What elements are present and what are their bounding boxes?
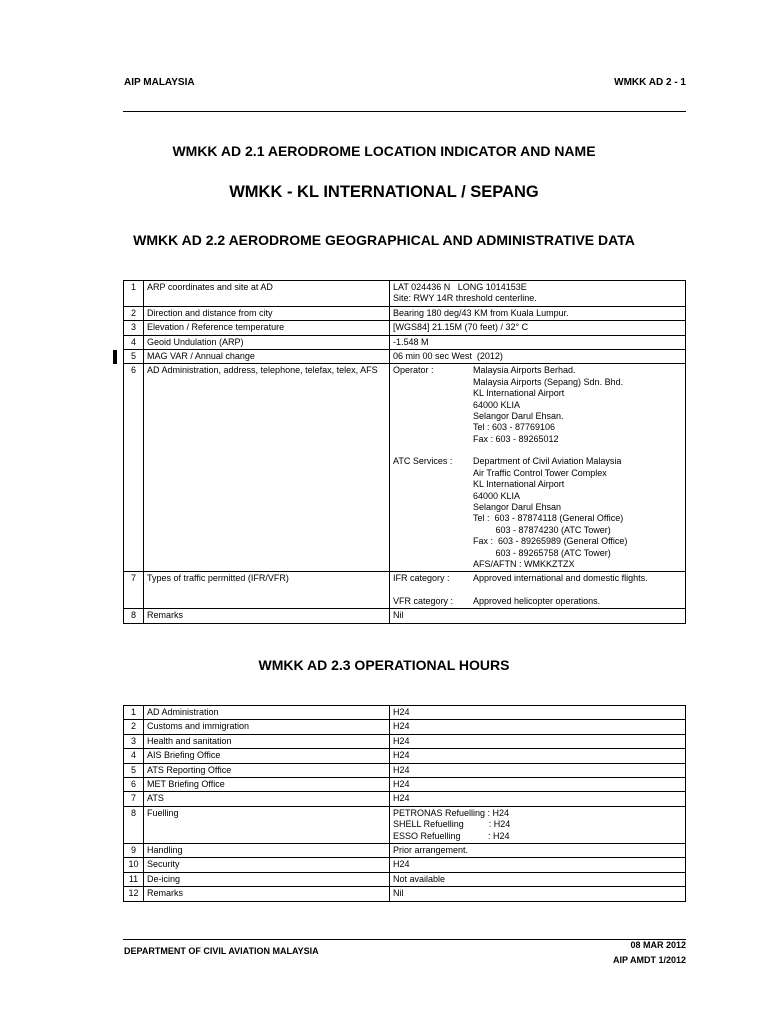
row-number: 7 <box>124 572 144 609</box>
section3-title: WMKK AD 2.3 OPERATIONAL HOURS <box>258 657 510 673</box>
row-value: Not available <box>390 872 686 886</box>
vfr-value: Approved helicopter operations. <box>473 595 601 606</box>
row-description: Fuelling <box>144 806 390 843</box>
row-number: 3 <box>124 734 144 748</box>
footer-date: 08 MAR 2012 <box>630 940 686 950</box>
footer-rule <box>123 939 686 940</box>
row-number: 8 <box>124 806 144 843</box>
table-row <box>124 572 686 609</box>
table-row <box>124 844 686 858</box>
row-description: Health and sanitation <box>144 734 390 748</box>
atc-value: Department of Civil Aviation Malaysia Air Traffic Control Tower Complex KL International Airport 64000 KLIA Selangor Darul Ehsan Tel : 603 - 87874118 (General Office) 603 - 87874230 (ATC Tower) Fax : 603 - 89265989 (General Office) 603 - 89265758 (ATC Tower) AFS/AFTN : WMKKZTZX <box>473 456 628 569</box>
row-number: 12 <box>124 887 144 901</box>
row-number: 6 <box>124 778 144 792</box>
row-value <box>390 364 686 572</box>
row-number: 11 <box>124 872 144 886</box>
table-row <box>124 749 686 763</box>
row-number: 4 <box>124 335 144 349</box>
header-right: WMKK AD 2 - 1 <box>614 77 686 88</box>
row-description: AD Administration <box>144 706 390 720</box>
geo-admin-table <box>123 280 686 624</box>
row-number: 5 <box>124 350 144 364</box>
ifr-value: Approved international and domestic flights. <box>473 573 648 584</box>
row-description: Direction and distance from city <box>144 306 390 320</box>
table-row <box>124 763 686 777</box>
row-value: 06 min 00 sec West (2012) <box>390 350 686 364</box>
row-value: -1.548 M <box>390 335 686 349</box>
ifr-label: IFR category : <box>393 573 450 584</box>
atc-label: ATC Services : <box>393 456 453 467</box>
row-description: Geoid Undulation (ARP) <box>144 335 390 349</box>
row-value: H24 <box>390 778 686 792</box>
row-value: H24 <box>390 792 686 806</box>
footer-amendment: AIP AMDT 1/2012 <box>612 955 686 965</box>
row-description: ATS <box>144 792 390 806</box>
row-value: Nil <box>390 609 686 623</box>
row-description: Security <box>144 858 390 872</box>
table-row <box>124 734 686 748</box>
row-value: H24 <box>390 706 686 720</box>
table-row <box>124 792 686 806</box>
table-row <box>124 806 686 843</box>
row-value <box>390 572 686 609</box>
vfr-entry <box>393 596 682 607</box>
row-value: H24 <box>390 720 686 734</box>
row-number: 4 <box>124 749 144 763</box>
row-number: 9 <box>124 844 144 858</box>
row-number: 5 <box>124 763 144 777</box>
ifr-entry <box>393 573 682 584</box>
row-value: H24 <box>390 734 686 748</box>
table-row <box>124 706 686 720</box>
row-description: Handling <box>144 844 390 858</box>
row-description: AIS Briefing Office <box>144 749 390 763</box>
table-row <box>124 609 686 623</box>
table-row <box>124 872 686 886</box>
aerodrome-name: WMKK - KL INTERNATIONAL / SEPANG <box>229 183 539 201</box>
row-description: MET Briefing Office <box>144 778 390 792</box>
row-description: Types of traffic permitted (IFR/VFR) <box>144 572 390 609</box>
row-description: Elevation / Reference temperature <box>144 321 390 335</box>
row-description: MAG VAR / Annual change <box>144 350 390 364</box>
section1-title: WMKK AD 2.1 AERODROME LOCATION INDICATOR AND NAME <box>172 143 596 159</box>
table-row <box>124 720 686 734</box>
row-description: Remarks <box>144 887 390 901</box>
row-number: 3 <box>124 321 144 335</box>
table-row <box>124 321 686 335</box>
row-value: H24 <box>390 749 686 763</box>
row-number: 2 <box>124 306 144 320</box>
row-number: 2 <box>124 720 144 734</box>
change-bar <box>113 350 117 364</box>
table-row <box>124 350 686 364</box>
section2-title: WMKK AD 2.2 AERODROME GEOGRAPHICAL AND ADMINISTRATIVE DATA <box>133 232 635 248</box>
table-row <box>124 335 686 349</box>
footer-department: DEPARTMENT OF CIVIL AVIATION MALAYSIA <box>124 946 319 956</box>
row-number: 10 <box>124 858 144 872</box>
row-description: De-icing <box>144 872 390 886</box>
table-row <box>124 887 686 901</box>
operator-label: Operator : <box>393 365 434 376</box>
row-value: H24 <box>390 763 686 777</box>
table-row <box>124 778 686 792</box>
header-left: AIP MALAYSIA <box>124 77 195 88</box>
row-description: Remarks <box>144 609 390 623</box>
row-value: Bearing 180 deg/43 KM from Kuala Lumpur. <box>390 306 686 320</box>
table-row <box>124 858 686 872</box>
table-row <box>124 281 686 307</box>
operator-entry <box>393 365 682 445</box>
row-description: ARP coordinates and site at AD <box>144 281 390 307</box>
table-row <box>124 306 686 320</box>
row-value: Prior arrangement. <box>390 844 686 858</box>
row-value: H24 <box>390 858 686 872</box>
row-description: AD Administration, address, telephone, telefax, telex, AFS <box>144 364 390 572</box>
operator-value: Malaysia Airports Berhad. Malaysia Airports (Sepang) Sdn. Bhd. KL International Airport 64000 KLIA Selangor Darul Ehsan. Tel : 603 - 87769106 Fax : 603 - 89265012 <box>473 365 624 444</box>
row-description: ATS Reporting Office <box>144 763 390 777</box>
table-row <box>124 364 686 572</box>
header-rule <box>123 111 686 112</box>
vfr-label: VFR category : <box>393 595 454 606</box>
row-description: Customs and immigration <box>144 720 390 734</box>
row-value: LAT 024436 N LONG 1014153E Site: RWY 14R threshold centerline. <box>390 281 686 307</box>
row-number: 1 <box>124 281 144 307</box>
row-value: Nil <box>390 887 686 901</box>
row-value: [WGS84] 21.15M (70 feet) / 32° C <box>390 321 686 335</box>
row-value: PETRONAS Refuelling : H24 SHELL Refuelling : H24 ESSO Refuelling : H24 <box>390 806 686 843</box>
row-number: 1 <box>124 706 144 720</box>
operational-hours-table <box>123 705 686 902</box>
row-number: 8 <box>124 609 144 623</box>
row-number: 6 <box>124 364 144 572</box>
atc-entry <box>393 456 682 570</box>
row-number: 7 <box>124 792 144 806</box>
